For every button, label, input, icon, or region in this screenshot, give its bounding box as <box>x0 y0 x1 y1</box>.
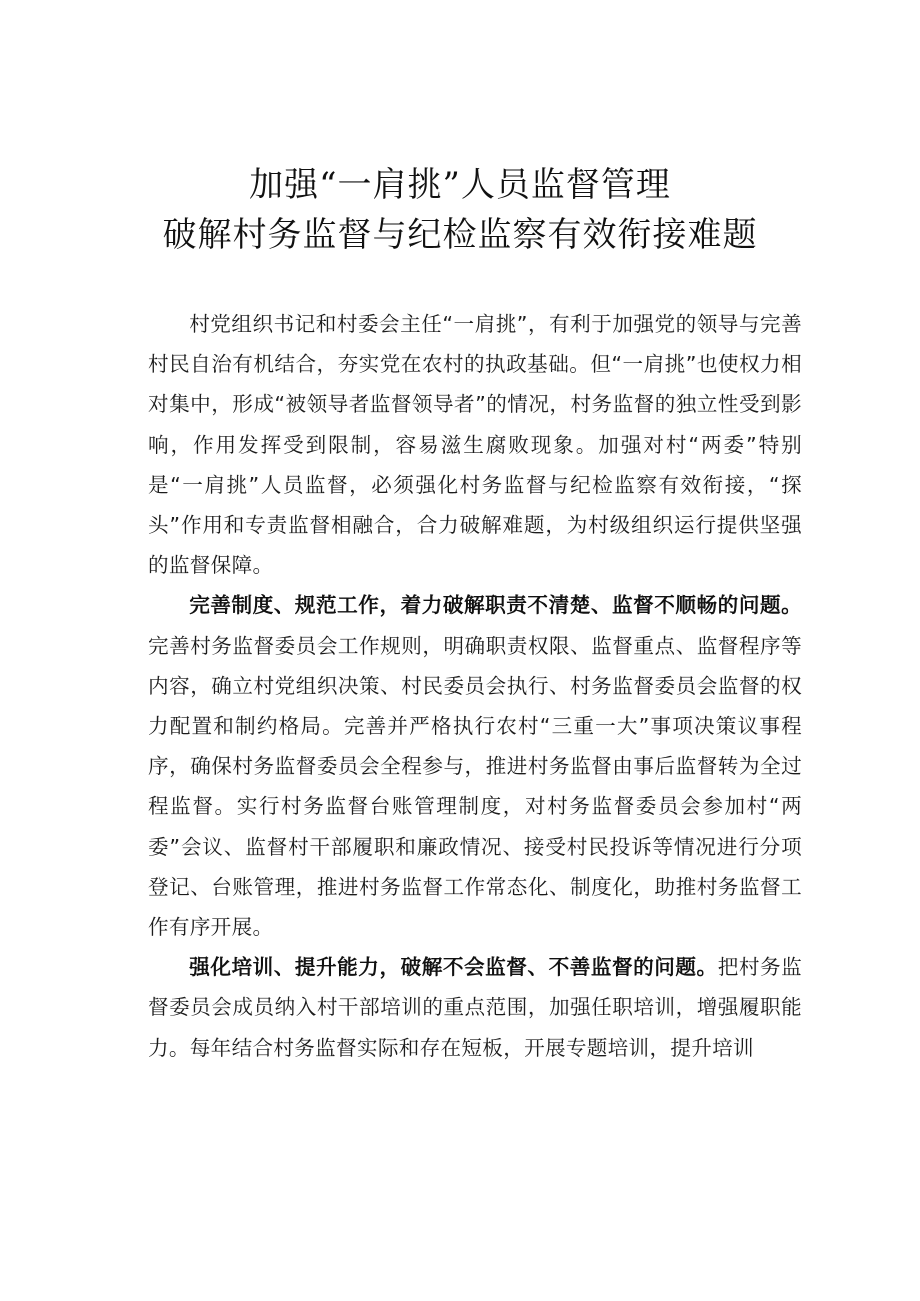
paragraph-lead-heading: 强化培训、提升能力，破解不会监督、不善监督的问题。 <box>189 955 718 980</box>
paragraph-lead-heading: 完善制度、规范工作，着力破解职责不清楚、监督不顺畅的问题。 <box>189 593 802 618</box>
paragraph-text: 村党组织书记和村委会主任“一肩挑”，有利于加强党的领导与完善村民自治有机结合，夯实党在农村的执政基础。但“一肩挑”也使权力相对集中，形成“被领导者监督领导者”的情况，村务监督的独立性受到影响，作用发挥受到限制，容易滋生腐败现象。加强对村“两委”特别是“一肩挑”人员监督，必须强化村务监督与纪检监察有效衔接，“探头”作用和专责监督相融合，合力破解难题，为村级组织运行提供坚强的监督保障。 <box>148 312 802 578</box>
paragraph-section-1 <box>148 585 802 947</box>
paragraph-intro <box>148 304 802 585</box>
paragraph-section-2 <box>148 947 802 1068</box>
paragraph-text: 完善村务监督委员会工作规则，明确职责权限、监督重点、监督程序等内容，确立村党组织决策、村民委员会执行、村务监督委员会监督的权力配置和制约格局。完善并严格执行农村“三重一大”事项决策议事程序，确保村务监督委员会全程参与，推进村务监督由事后监督转为全过程监督。实行村务监督台账管理制度，对村务监督委员会参加村“两委”会议、监督村干部履职和廉政情况、接受村民投诉等情况进行分项登记、台账管理，推进村务监督工作常态化、制度化，助推村务监督工作有序开展。 <box>148 633 802 940</box>
document-body <box>148 304 802 1068</box>
paragraph-text: 把村务监督委员会成员纳入村干部培训的重点范围，加强任职培训，增强履职能力。每年结合村务监督实际和存在短板，开展专题培训，提升培训 <box>148 955 803 1060</box>
title-line-2: 破解村务监督与纪检监察有效衔接难题 <box>162 215 758 255</box>
title-line-1: 加强“一肩挑”人员监督管理 <box>249 165 671 205</box>
document-title <box>100 160 820 260</box>
